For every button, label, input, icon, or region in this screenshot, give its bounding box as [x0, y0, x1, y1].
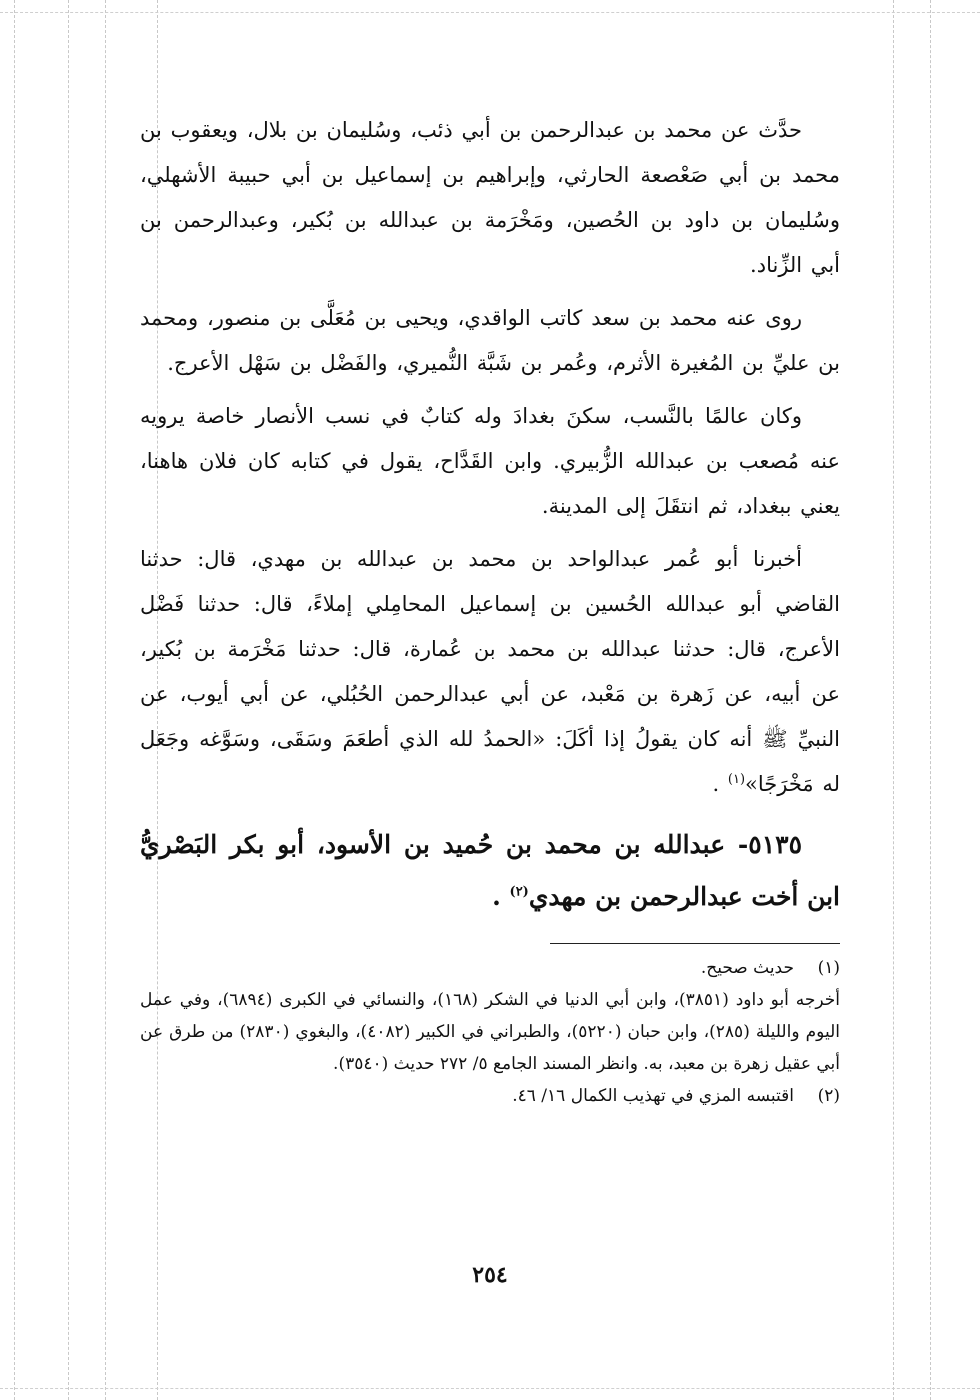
paragraph-narrated-from: حدَّث عن محمد بن عبدالرحمن بن أبي ذئب، وسُليمان بن بلال، ويعقوب بن محمد بن أبي صَعْصعة الحارثي، وإبراهيم بن إسماعيل بن أبي حبيبة الأشهلي، وسُليمان بن داود بن الحُصين، ومَخْرَمة بن عبدالله بن بُكير، وعبدالرحمن بن أبي الزِّناد.	[140, 118, 840, 277]
paragraph-hadith	[140, 537, 840, 807]
scan-guide-line	[68, 0, 69, 1400]
footnote-number: (١)	[817, 958, 840, 978]
footnotes	[140, 952, 840, 1112]
scan-guide-line	[930, 0, 931, 1400]
footnote-text: حديث صحيح.	[700, 958, 794, 978]
scan-guide-line	[893, 0, 894, 1400]
footnote-ref-1[interactable]: (١)	[727, 772, 746, 787]
footnote-separator	[550, 943, 840, 944]
scan-guide-line	[14, 0, 15, 1400]
hadith-end: .	[712, 772, 720, 796]
paragraph-biography: وكان عالمًا بالنَّسب، سكنَ بغدادَ وله كتابٌ في نسب الأنصار خاصة يرويه عنه مُصعب بن عبدالله الزُّبيري. وابن القَدَّاح، يقول في كتابه كان فلان هاهنا، يعني ببغداد، ثم انتقَلَ إلى المدينة.	[140, 404, 840, 518]
entry-heading	[140, 819, 840, 923]
footnote-2	[140, 1080, 840, 1112]
footnote-text: اقتبسه المزي في تهذيب الكمال ١٦/ ٤٦.	[512, 1086, 794, 1106]
footnote-1-detail: أخرجه أبو داود (٣٨٥١)، وابن أبي الدنيا في الشكر (١٦٨)، والنسائي في الكبرى (٦٨٩٤)، وفي عمل اليوم والليلة (٢٨٥)، وابن حبان (٥٢٢٠)، والطبراني في الكبير (٤٠٨٢)، والبغوي (٢٨٣٠) من طرق عن أبي عقيل زهرة بن معبد، به. وانظر المسند الجامع ٥/ ٢٧٢ حديث (٣٥٤٠).	[140, 990, 841, 1074]
scan-guide-line	[105, 0, 106, 1400]
page-number: ٢٥٤	[472, 1262, 508, 1288]
entry-title: ٥١٣٥- عبدالله بن محمد بن حُميد بن الأسود، أبو بكر البَصْريُّ ابن أخت عبدالرحمن بن مهدي	[140, 830, 840, 911]
entry-end: .	[492, 882, 501, 911]
page-content	[140, 108, 840, 1112]
footnote-1	[140, 952, 840, 984]
footnote-ref-2[interactable]: (٢)	[509, 884, 529, 900]
footnote-number: (٢)	[817, 1086, 840, 1106]
hadith-text: أخبرنا أبو عُمر عبدالواحد بن محمد بن عبدالله بن مهدي، قال: حدثنا القاضي أبو عبدالله الحُسين بن إسماعيل المحامِلي إملاءً، قال: حدثنا فَضْل الأعرج، قال: حدثنا عبدالله بن محمد بن عُمارة، قال: حدثنا مَخْرَمة بن بُكير، عن أبيه، عن زَهرة بن مَعْبد، عن أبي عبدالرحمن الحُبُلي، عن أبي أيوب، عن النبيِّ ﷺ أنه كان يقولُ إذا أكَلَ: «الحمدُ لله الذي أطعَمَ وسَقَى، وسَوَّغه وجَعَل له مَخْرَجًا»	[140, 547, 840, 796]
scan-guide-line	[0, 12, 980, 13]
scan-guide-line	[0, 1388, 980, 1389]
paragraph-narrated-by: روى عنه محمد بن سعد كاتب الواقدي، ويحيى بن مُعَلَّى بن منصور، ومحمد بن عليِّ بن المُغيرة الأثرم، وعُمر بن شَبَّة النُّميري، والفَضْل بن سَهْل الأعرج.	[140, 306, 840, 375]
